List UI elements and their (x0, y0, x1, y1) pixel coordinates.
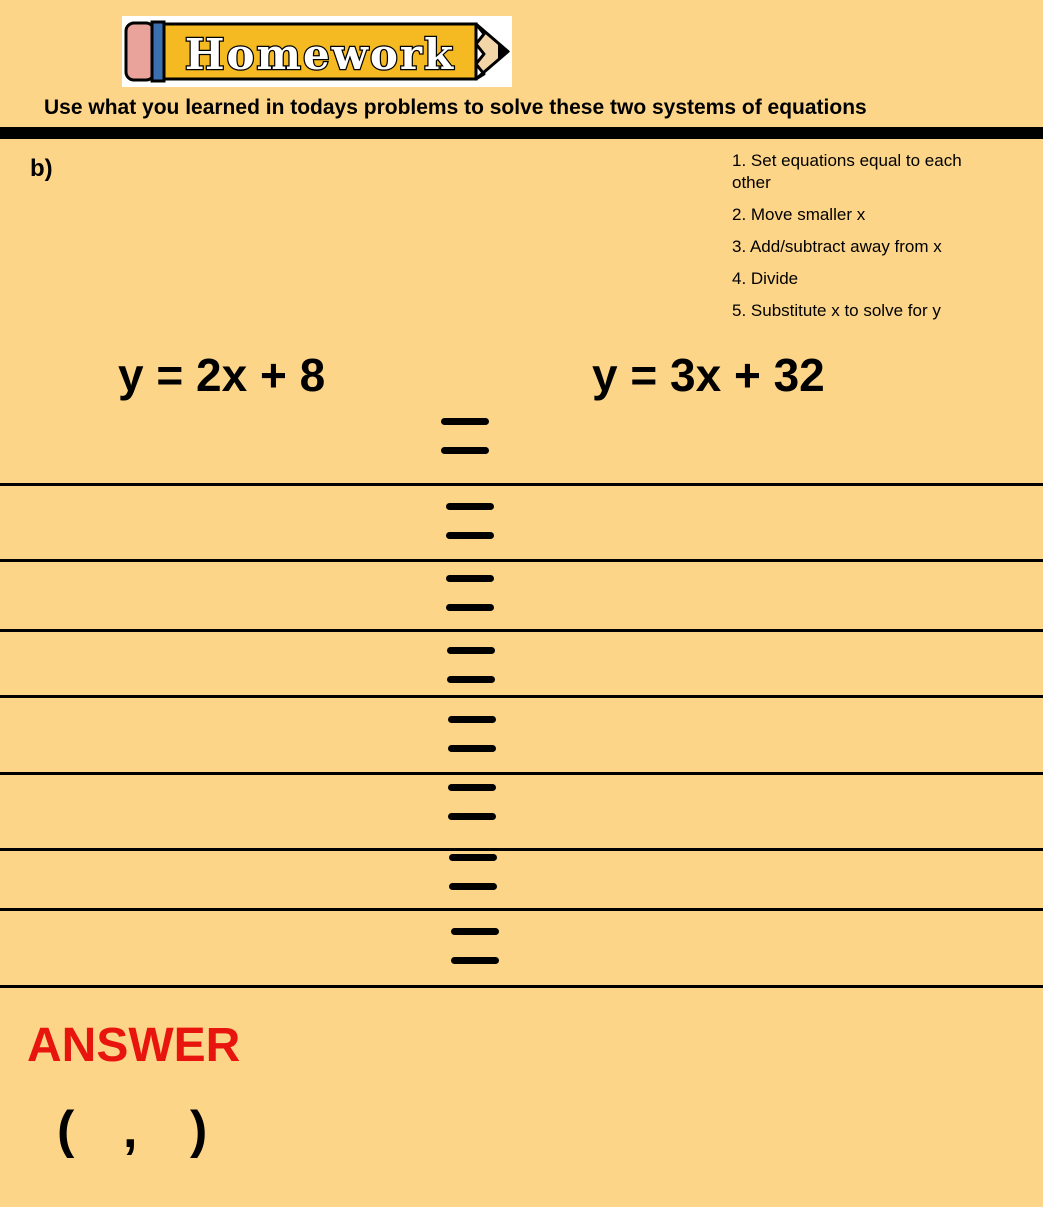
work-line (0, 559, 1043, 562)
part-label: b) (30, 155, 53, 182)
answer-comma: , (123, 1101, 138, 1159)
step-item: 2. Move smaller x (732, 205, 866, 224)
equals-sign (446, 503, 494, 540)
equals-sign (451, 928, 499, 965)
steps-list (732, 150, 1002, 332)
pencil-ferrule (152, 22, 164, 81)
equals-sign (441, 418, 489, 455)
header-divider (0, 127, 1043, 139)
pencil-eraser (126, 23, 154, 80)
work-line (0, 695, 1043, 698)
equals-sign (447, 647, 495, 684)
work-line (0, 483, 1043, 486)
homework-pencil-logo (122, 16, 512, 87)
work-line (0, 848, 1043, 851)
equals-sign (448, 716, 496, 753)
work-line (0, 772, 1043, 775)
work-line (0, 908, 1043, 911)
answer-label: ANSWER (27, 1019, 241, 1072)
equals-sign (446, 575, 494, 612)
work-line (0, 985, 1043, 988)
answer-open-paren: ( (57, 1101, 75, 1159)
step-item: 3. Add/subtract away from x (732, 237, 942, 256)
instruction-text: Use what you learned in todays problems to solve these two systems of equations (44, 96, 867, 119)
step-item: 5. Substitute x to solve for y (732, 301, 941, 320)
work-line (0, 629, 1043, 632)
equation-left: y = 2x + 8 (118, 349, 326, 401)
answer-close-paren: ) (190, 1101, 208, 1159)
logo-text: Homework (184, 30, 456, 79)
step-item: 4. Divide (732, 269, 799, 288)
equals-sign (449, 854, 497, 891)
equation-right: y = 3x + 32 (592, 349, 825, 401)
equals-sign (448, 784, 496, 821)
step-item: 1. Set equations equal to each other (732, 151, 962, 192)
